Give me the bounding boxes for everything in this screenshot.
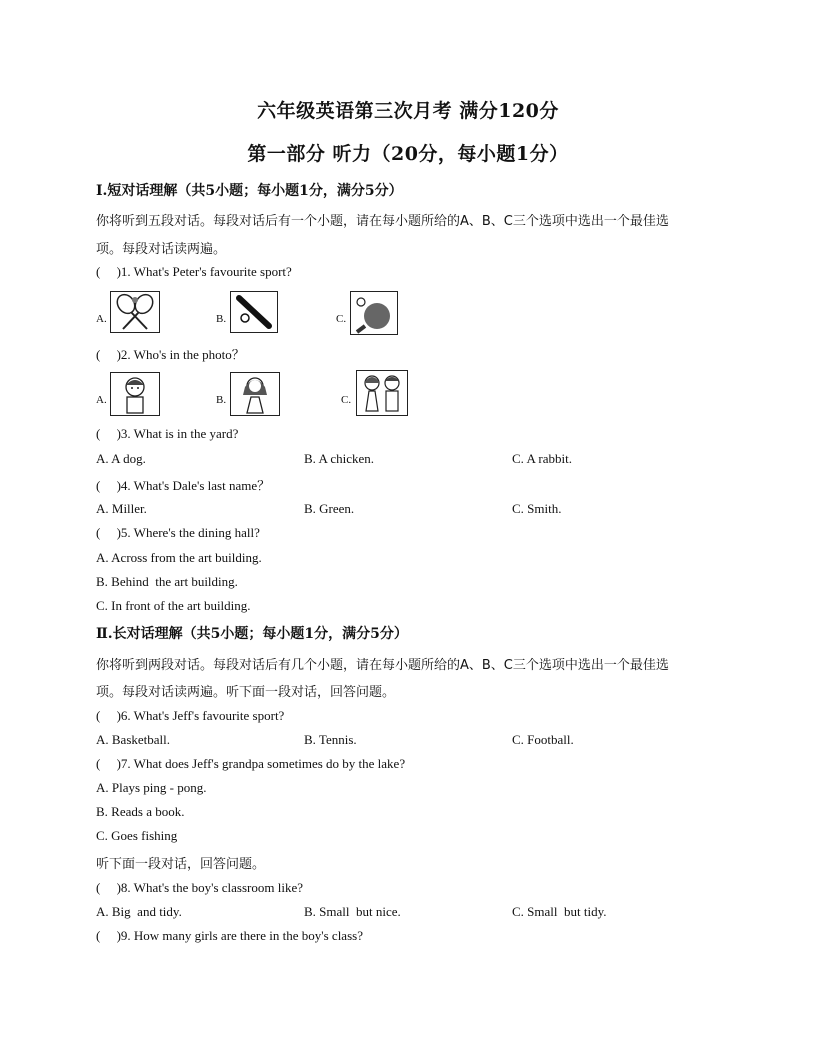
- q2-pic-c-label: C.: [341, 394, 352, 406]
- q6-option-b: B. Tennis.: [304, 732, 357, 747]
- q8-option-b: B. Small but nice.: [304, 904, 401, 919]
- question-1-pictures: [96, 289, 516, 335]
- question-3: ( )3. What is in the yard?: [96, 426, 239, 441]
- q2-pic-b-label: B.: [216, 394, 227, 406]
- q1-pic-b-label: B.: [216, 313, 227, 325]
- boy-icon: [110, 372, 160, 416]
- question-5: ( )5. Where's the dining hall?: [96, 525, 260, 540]
- question-2: ( )2. Who's in the photo？: [96, 347, 245, 362]
- q3-option-b: B. A chicken.: [304, 451, 375, 466]
- q3-option-a: A. A dog.: [96, 451, 146, 466]
- question-6: ( )6. What's Jeff's favourite sport?: [96, 708, 285, 723]
- section1-instruction-line1: 你将听到五段对话。每段对话后有一个小题，请在每小题所给的A、B、C三个选项中选出一个最佳选: [96, 214, 669, 229]
- q4-option-a: A. Miller.: [96, 501, 147, 516]
- listen-next-instruction: 听下面一段对话，回答问题。: [96, 857, 266, 872]
- section1-instruction-line2: 项。每段对话读两遍。: [96, 242, 227, 257]
- question-9: ( )9. How many girls are there in the boy's class?: [96, 928, 363, 943]
- question-1: ( )1. What's Peter's favourite sport?: [96, 264, 292, 279]
- ping-pong-paddle-icon: [350, 291, 398, 335]
- q2-pic-a-label: A.: [96, 394, 107, 406]
- section2-instruction-line1: 你将听到两段对话。每段对话后有几个小题，请在每小题所给的A、B、C三个选项中选出一个最佳选: [96, 658, 669, 673]
- q7-option-c: C. Goes fishing: [96, 828, 178, 843]
- question-8: ( )8. What's the boy's classroom like?: [96, 880, 303, 895]
- boy-and-girl-icon: [356, 370, 408, 416]
- q7-option-b: B. Reads a book.: [96, 804, 185, 819]
- part-title: 第一部分 听力（20分，每小题1分）: [247, 143, 569, 165]
- q5-option-b: B. Behind the art building.: [96, 574, 238, 589]
- girl-icon: [230, 372, 280, 416]
- exam-title: 六年级英语第三次月考 满分120分: [257, 100, 559, 122]
- q8-option-c: C. Small but tidy.: [512, 904, 607, 919]
- baseball-bat-icon: [230, 291, 278, 333]
- section2-instruction-line2: 项。每段对话读两遍。听下面一段对话，回答问题。: [96, 685, 396, 700]
- question-2-pictures: [96, 370, 516, 416]
- question-4: ( )4. What's Dale's last name？: [96, 478, 271, 493]
- q8-option-a: A. Big and tidy.: [96, 904, 182, 919]
- q4-option-b: B. Green.: [304, 501, 355, 516]
- q5-option-a: A. Across from the art building.: [96, 550, 262, 565]
- section1-heading: Ⅰ.短对话理解（共5小题；每小题1分，满分5分）: [96, 183, 403, 199]
- q3-option-c: C. A rabbit.: [512, 451, 572, 466]
- q7-option-a: A. Plays ping - pong.: [96, 780, 207, 795]
- badminton-rackets-icon: [110, 291, 160, 333]
- q1-pic-a-label: A.: [96, 313, 107, 325]
- q6-option-a: A. Basketball.: [96, 732, 171, 747]
- q5-option-c: C. In front of the art building.: [96, 598, 251, 613]
- question-7: ( )7. What does Jeff's grandpa sometimes do by the lake?: [96, 756, 406, 771]
- section2-heading: Ⅱ.长对话理解（共5小题；每小题1分，满分5分）: [96, 626, 408, 642]
- q6-option-c: C. Football.: [512, 732, 574, 747]
- q1-pic-c-label: C.: [336, 313, 347, 325]
- q4-option-c: C. Smith.: [512, 501, 562, 516]
